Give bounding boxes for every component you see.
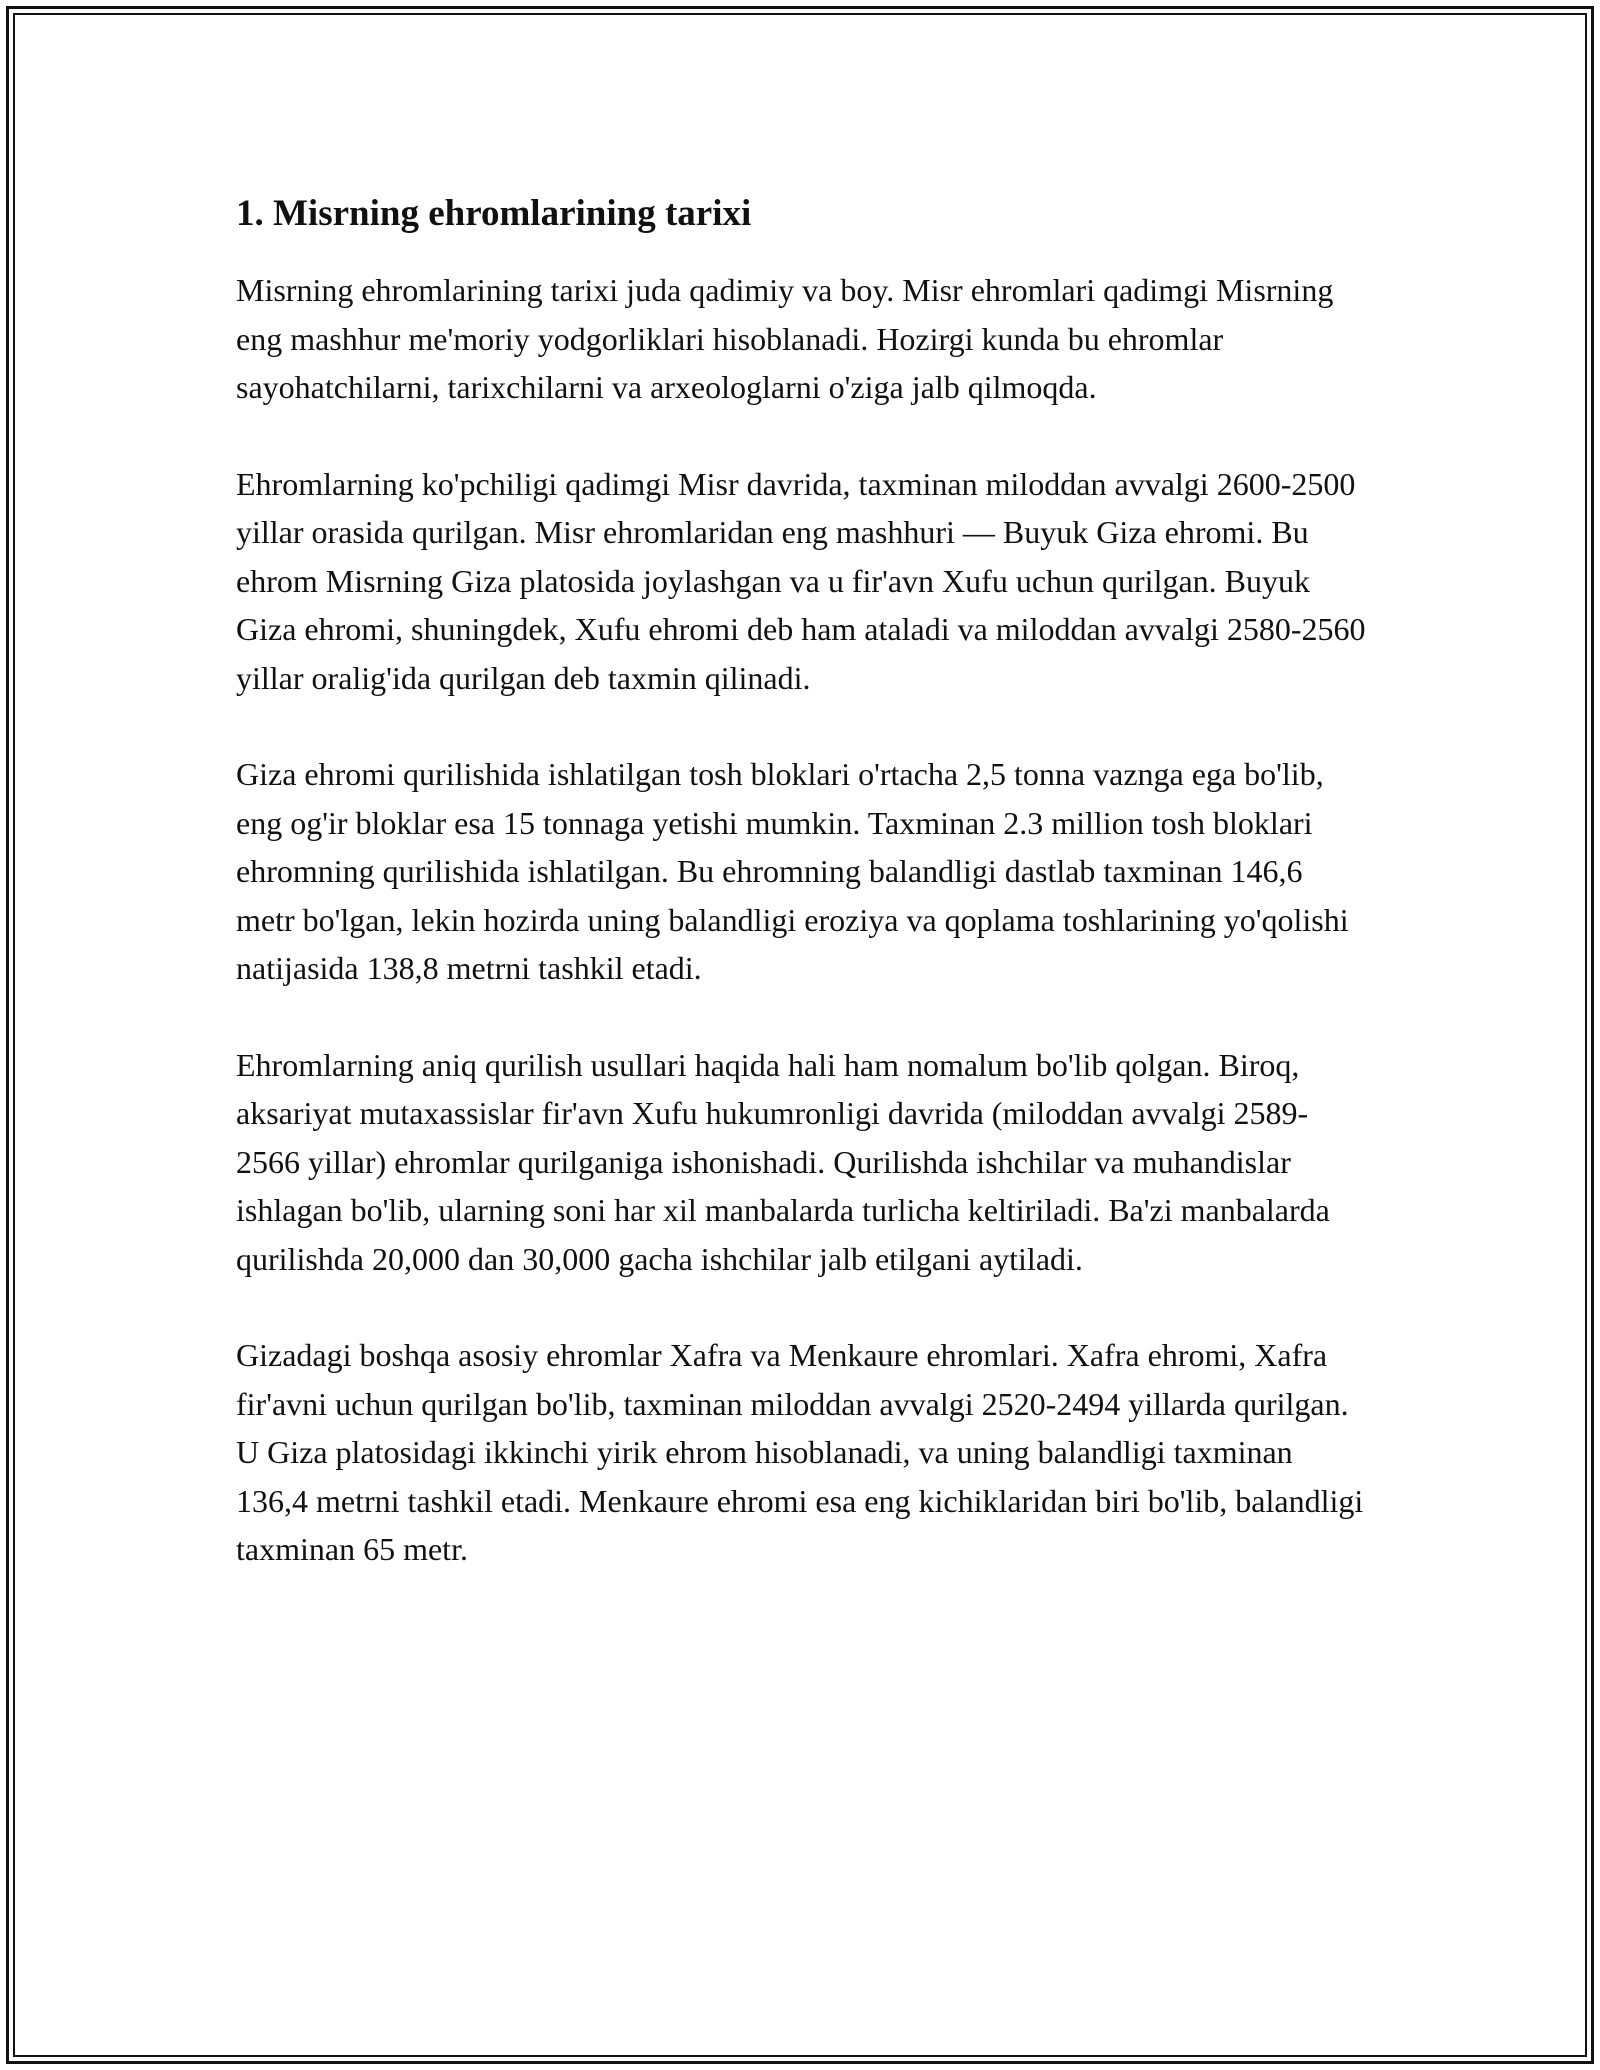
document-body — [236, 184, 1366, 1622]
paragraph-1: Misrning ehromlarining tarixi juda qadimiy va boy. Misr ehromlari qadimgi Misrning eng mashhur me'moriy yodgorliklari hisoblanadi. Hozirgi kunda bu ehromlar sayohatchilarni, tarixchilarni va arxeologlarni o'ziga jalb qilmoqda. — [236, 272, 1334, 405]
paragraph-3: Giza ehromi qurilishida ishlatilgan tosh bloklari o'rtacha 2,5 tonna vaznga ega bo'lib, eng og'ir bloklar esa 15 tonnaga yetishi mumkin. Taxminan 2.3 million tosh bloklari ehromning qurilishida ishlatilgan. Bu ehromning balandligi dastlab taxminan 146,6 metr bo'lgan, lekin hozirda uning balandligi eroziya va qoplama toshlarining yo'qolishi natijasida 138,8 metrni tashkil etadi. — [236, 756, 1349, 986]
paragraph-2: Ehromlarning ko'pchiligi qadimgi Misr davrida, taxminan miloddan avvalgi 2600-2500 yillar orasida qurilgan. Misr ehromlaridan eng mashhuri — Buyuk Giza ehromi. Bu ehrom Misrning Giza platosida joylashgan va u fir'avn Xufu uchun qurilgan. Buyuk Giza ehromi, shuningdek, Xufu ehromi deb ham ataladi va miloddan avvalgi 2580-2560 yillar oralig'ida qurilgan deb taxmin qilinadi. — [236, 465, 1366, 696]
paragraph-4: Ehromlarning aniq qurilish usullari haqida hali ham nomalum bo'lib qolgan. Biroq, aksariyat mutaxassislar fir'avn Xufu hukumronligi davrida (miloddan avvalgi 2589-2566 yillar) ehromlar qurilganiga ishonishadi. Qurilishda ishchilar va muhandislar ishlagan bo'lib, ularning soni har xil manbalarda turlicha keltiriladi. Ba'zi manbalarda qurilishda 20,000 dan 30,000 gacha ishchilar jalb etilgani aytiladi. — [236, 1046, 1330, 1277]
paragraph-5: Gizadagi boshqa asosiy ehromlar Xafra va Menkaure ehromlari. Xafra ehromi, Xafra fir'avni uchun qurilgan bo'lib, taxminan miloddan avvalgi 2520-2494 yillarda qurilgan. U Giza platosidagi ikkinchi yirik ehrom hisoblanadi, va uning balandligi taxminan 136,4 metrni tashkil etadi. Menkaure ehromi esa eng kichiklaridan biri bo'lib, balandligi taxminan 65 metr. — [236, 1337, 1364, 1567]
section-heading: 1. Misrning ehromlarining tarixi — [236, 193, 752, 234]
